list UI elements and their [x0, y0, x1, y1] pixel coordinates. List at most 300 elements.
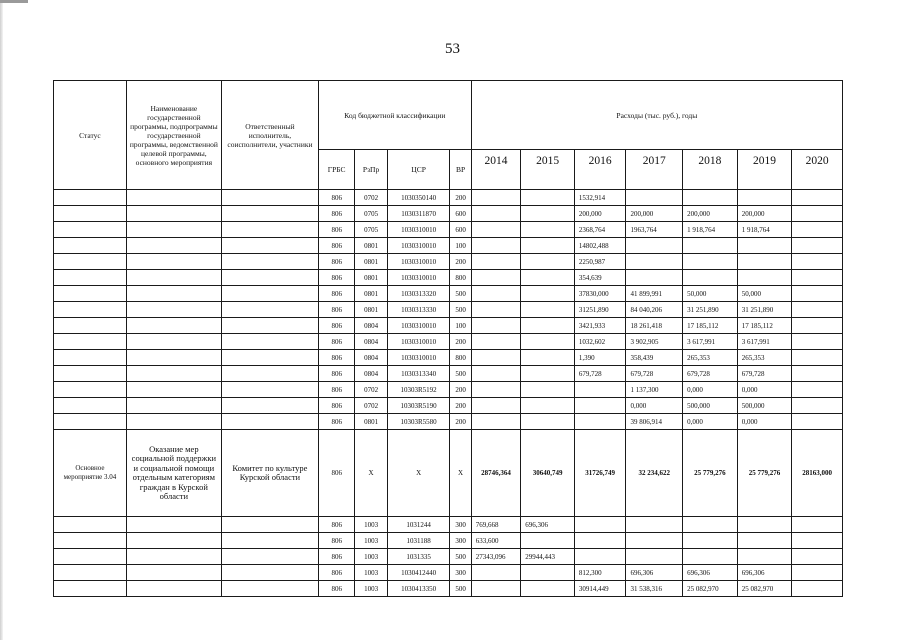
cell-y2016: 200,000 [574, 206, 626, 222]
cell-y2016 [574, 382, 626, 398]
cell-grbs: 806 [318, 334, 354, 350]
status-cell [54, 206, 127, 222]
cell-y2017: 31 538,316 [626, 581, 683, 597]
cell-y2015 [521, 350, 575, 366]
status-cell [54, 549, 127, 565]
cell-y2019: 31 251,890 [737, 302, 792, 318]
cell-y2017: 679,728 [626, 366, 683, 382]
table-row [54, 382, 843, 398]
cell-y2015 [521, 565, 575, 581]
cell-y2014 [471, 222, 521, 238]
cell-rzpr: 0705 [355, 222, 387, 238]
cell-y2020 [792, 206, 843, 222]
cell-y2017 [626, 190, 683, 206]
cell-y2014 [471, 190, 521, 206]
cell-y2019 [737, 190, 792, 206]
cell-y2016: 1032,602 [574, 334, 626, 350]
responsible-cell [221, 414, 318, 430]
cell-grbs: 806 [318, 581, 354, 597]
name-cell [126, 318, 221, 334]
cell-rzpr: 0804 [355, 318, 387, 334]
cell-y2014: 633,600 [471, 533, 521, 549]
cell-y2018: 0,000 [683, 382, 738, 398]
status-cell [54, 350, 127, 366]
cell-y2015 [521, 533, 575, 549]
responsible-cell [221, 318, 318, 334]
cell-y2015 [521, 366, 575, 382]
cell-y2020 [792, 286, 843, 302]
cell-y2018 [683, 533, 738, 549]
cell-csr: 1030310010 [387, 238, 450, 254]
name-cell [126, 254, 221, 270]
cell-grbs: 806 [318, 270, 354, 286]
table-body [54, 190, 843, 597]
cell-vr: 200 [450, 398, 471, 414]
cell-csr: 10303R5190 [387, 398, 450, 414]
cell-y2020 [792, 190, 843, 206]
name-cell [126, 238, 221, 254]
cell-rzpr: 0705 [355, 206, 387, 222]
cell-y2017 [626, 254, 683, 270]
cell-vr: 500 [450, 302, 471, 318]
responsible-cell [221, 565, 318, 581]
cell-y2020 [792, 254, 843, 270]
status-cell [54, 286, 127, 302]
cell-vr: 800 [450, 270, 471, 286]
cell-y2018: 3 617,991 [683, 334, 738, 350]
cell-rzpr: 0801 [355, 238, 387, 254]
cell-vr: 300 [450, 565, 471, 581]
cell-y2018: 31 251,890 [683, 302, 738, 318]
cell-grbs: 806 [318, 206, 354, 222]
responsible-cell [221, 206, 318, 222]
responsible-cell [221, 533, 318, 549]
cell-csr: 1030311870 [387, 206, 450, 222]
cell-y2014 [471, 581, 521, 597]
status-cell [54, 254, 127, 270]
cell-grbs: 806 [318, 286, 354, 302]
cell-vr: 100 [450, 318, 471, 334]
cell-y2020 [792, 414, 843, 430]
cell-y2014 [471, 414, 521, 430]
header-year-2020: 2020 [792, 150, 843, 190]
responsible-cell [221, 549, 318, 565]
cell-y2014 [471, 318, 521, 334]
cell-y2019: 0,000 [737, 414, 792, 430]
responsible-cell [221, 302, 318, 318]
cell-grbs: 806 [318, 533, 354, 549]
responsible-cell [221, 286, 318, 302]
cell-y2019: 3 617,991 [737, 334, 792, 350]
cell-rzpr: 0801 [355, 414, 387, 430]
cell-y2019 [737, 533, 792, 549]
cell-rzpr: 1003 [355, 565, 387, 581]
table-row [54, 565, 843, 581]
status-cell [54, 366, 127, 382]
cell-y2015: 696,306 [521, 517, 575, 533]
header-year-2019: 2019 [737, 150, 792, 190]
main-activity-2014: 28746,364 [471, 430, 521, 517]
name-cell [126, 334, 221, 350]
cell-y2014 [471, 565, 521, 581]
cell-y2014 [471, 286, 521, 302]
header-year-2015: 2015 [521, 150, 575, 190]
main-activity-2017: 32 234,622 [626, 430, 683, 517]
cell-y2020 [792, 581, 843, 597]
responsible-cell [221, 270, 318, 286]
cell-y2014 [471, 366, 521, 382]
cell-y2015 [521, 318, 575, 334]
table-row [54, 366, 843, 382]
cell-grbs: 806 [318, 366, 354, 382]
cell-y2016: 14802,488 [574, 238, 626, 254]
cell-vr: 100 [450, 238, 471, 254]
cell-y2019 [737, 254, 792, 270]
cell-y2019: 200,000 [737, 206, 792, 222]
cell-rzpr: 0702 [355, 398, 387, 414]
table-row [54, 334, 843, 350]
cell-y2016: 30914,449 [574, 581, 626, 597]
cell-y2018: 265,353 [683, 350, 738, 366]
status-cell [54, 581, 127, 597]
cell-rzpr: 0804 [355, 350, 387, 366]
cell-y2020 [792, 565, 843, 581]
cell-y2020 [792, 318, 843, 334]
cell-csr: 1031335 [387, 549, 450, 565]
status-cell [54, 517, 127, 533]
name-cell [126, 222, 221, 238]
cell-y2014 [471, 382, 521, 398]
table-row [54, 350, 843, 366]
cell-y2014 [471, 238, 521, 254]
budget-table [53, 80, 843, 597]
cell-vr: 600 [450, 206, 471, 222]
cell-y2017: 200,000 [626, 206, 683, 222]
cell-vr: 200 [450, 334, 471, 350]
name-cell [126, 549, 221, 565]
cell-y2020 [792, 334, 843, 350]
cell-rzpr: 0801 [355, 270, 387, 286]
cell-y2015 [521, 382, 575, 398]
cell-y2016: 2250,987 [574, 254, 626, 270]
cell-y2016: 31251,890 [574, 302, 626, 318]
cell-y2018: 1 918,764 [683, 222, 738, 238]
cell-y2017 [626, 517, 683, 533]
table-row [54, 414, 843, 430]
main-activity-vr: X [450, 430, 471, 517]
cell-rzpr: 0801 [355, 286, 387, 302]
responsible-cell [221, 190, 318, 206]
cell-y2020 [792, 302, 843, 318]
cell-csr: 1031244 [387, 517, 450, 533]
main-activity-2019: 25 779,276 [737, 430, 792, 517]
cell-csr: 1030413350 [387, 581, 450, 597]
name-cell [126, 565, 221, 581]
cell-grbs: 806 [318, 238, 354, 254]
table-row [54, 270, 843, 286]
cell-y2016 [574, 517, 626, 533]
responsible-cell [221, 382, 318, 398]
cell-y2019: 500,000 [737, 398, 792, 414]
cell-y2018 [683, 549, 738, 565]
cell-y2018: 25 082,970 [683, 581, 738, 597]
cell-csr: 1031188 [387, 533, 450, 549]
cell-y2014 [471, 254, 521, 270]
cell-grbs: 806 [318, 517, 354, 533]
table-row [54, 222, 843, 238]
cell-grbs: 806 [318, 350, 354, 366]
name-cell [126, 270, 221, 286]
cell-y2017: 84 040,206 [626, 302, 683, 318]
cell-rzpr: 0702 [355, 190, 387, 206]
main-activity-row [54, 430, 843, 517]
cell-grbs: 806 [318, 398, 354, 414]
cell-y2017: 3 902,905 [626, 334, 683, 350]
cell-rzpr: 0801 [355, 254, 387, 270]
status-cell [54, 318, 127, 334]
cell-y2018: 500,000 [683, 398, 738, 414]
cell-vr: 500 [450, 549, 471, 565]
cell-grbs: 806 [318, 222, 354, 238]
cell-y2014: 27343,096 [471, 549, 521, 565]
cell-y2017 [626, 270, 683, 286]
cell-y2014 [471, 270, 521, 286]
status-cell [54, 334, 127, 350]
cell-y2018: 696,306 [683, 565, 738, 581]
cell-rzpr: 0801 [355, 302, 387, 318]
cell-y2020 [792, 366, 843, 382]
responsible-cell [221, 254, 318, 270]
cell-y2019 [737, 238, 792, 254]
status-cell [54, 302, 127, 318]
cell-y2019 [737, 270, 792, 286]
main-activity-csr: X [387, 430, 450, 517]
cell-y2015 [521, 238, 575, 254]
responsible-cell [221, 222, 318, 238]
cell-y2018: 0,000 [683, 414, 738, 430]
cell-vr: 500 [450, 366, 471, 382]
cell-csr: 1030313340 [387, 366, 450, 382]
name-cell [126, 190, 221, 206]
status-cell [54, 382, 127, 398]
cell-y2014 [471, 206, 521, 222]
cell-y2016: 37830,000 [574, 286, 626, 302]
cell-y2015 [521, 581, 575, 597]
cell-y2014 [471, 350, 521, 366]
cell-rzpr: 1003 [355, 533, 387, 549]
name-cell [126, 414, 221, 430]
main-activity-2018: 25 779,276 [683, 430, 738, 517]
status-cell [54, 398, 127, 414]
cell-y2014 [471, 398, 521, 414]
cell-csr: 1030313330 [387, 302, 450, 318]
table-row [54, 286, 843, 302]
cell-y2017: 696,306 [626, 565, 683, 581]
cell-y2015 [521, 206, 575, 222]
cell-grbs: 806 [318, 382, 354, 398]
header-program-name: Наименование государственной программы, подпрограммы государственной программы, ведомственной целевой программы, основного мероприятия [126, 81, 221, 190]
header-rzpr: РзПр [355, 150, 387, 190]
scan-corner-mark [0, 0, 28, 3]
cell-y2019: 50,000 [737, 286, 792, 302]
cell-y2014: 769,668 [471, 517, 521, 533]
cell-vr: 500 [450, 286, 471, 302]
cell-y2019 [737, 517, 792, 533]
status-cell [54, 270, 127, 286]
cell-y2016 [574, 549, 626, 565]
header-status: Статус [54, 81, 127, 190]
cell-y2018: 679,728 [683, 366, 738, 382]
cell-rzpr: 1003 [355, 581, 387, 597]
cell-y2019: 265,353 [737, 350, 792, 366]
responsible-cell [221, 350, 318, 366]
cell-y2017: 0,000 [626, 398, 683, 414]
cell-grbs: 806 [318, 302, 354, 318]
name-cell [126, 533, 221, 549]
cell-y2017 [626, 238, 683, 254]
cell-y2015 [521, 270, 575, 286]
cell-y2019: 25 082,970 [737, 581, 792, 597]
header-year-2018: 2018 [683, 150, 738, 190]
table-row [54, 302, 843, 318]
header-budget-code: Код бюджетной классификации [318, 81, 471, 150]
status-cell [54, 565, 127, 581]
cell-y2015 [521, 398, 575, 414]
cell-grbs: 806 [318, 254, 354, 270]
cell-y2020 [792, 382, 843, 398]
cell-rzpr: 1003 [355, 517, 387, 533]
cell-y2020 [792, 549, 843, 565]
table-row [54, 318, 843, 334]
name-cell [126, 350, 221, 366]
cell-y2020 [792, 222, 843, 238]
cell-rzpr: 0804 [355, 334, 387, 350]
cell-csr: 10303R5580 [387, 414, 450, 430]
header-grbs: ГРБС [318, 150, 354, 190]
cell-y2017 [626, 533, 683, 549]
cell-grbs: 806 [318, 318, 354, 334]
header-year-2017: 2017 [626, 150, 683, 190]
name-cell [126, 286, 221, 302]
cell-y2018 [683, 270, 738, 286]
cell-rzpr: 1003 [355, 549, 387, 565]
table-row [54, 254, 843, 270]
name-cell [126, 382, 221, 398]
cell-y2014 [471, 302, 521, 318]
cell-y2015 [521, 190, 575, 206]
cell-grbs: 806 [318, 190, 354, 206]
cell-csr: 1030310010 [387, 222, 450, 238]
responsible-cell [221, 517, 318, 533]
cell-y2020 [792, 238, 843, 254]
cell-y2018 [683, 190, 738, 206]
cell-y2018 [683, 238, 738, 254]
cell-y2018 [683, 517, 738, 533]
main-activity-status: Основное мероприятие 3.04 [54, 430, 127, 517]
cell-vr: 200 [450, 190, 471, 206]
responsible-cell [221, 334, 318, 350]
cell-grbs: 806 [318, 565, 354, 581]
cell-csr: 1030350140 [387, 190, 450, 206]
cell-csr: 1030310010 [387, 350, 450, 366]
cell-y2020 [792, 270, 843, 286]
main-activity-name: Оказание мер социальной поддержки и социальной помощи отдельным категориям граждан в Курской области [126, 430, 221, 517]
cell-y2015 [521, 222, 575, 238]
cell-y2016: 812,300 [574, 565, 626, 581]
cell-y2018: 200,000 [683, 206, 738, 222]
cell-y2015 [521, 334, 575, 350]
header-expenses: Расходы (тыс. руб.), годы [471, 81, 842, 150]
cell-y2018 [683, 254, 738, 270]
table-row [54, 398, 843, 414]
table-row [54, 517, 843, 533]
table-row [54, 581, 843, 597]
cell-csr: 1030412440 [387, 565, 450, 581]
cell-vr: 300 [450, 533, 471, 549]
header-year-2014: 2014 [471, 150, 521, 190]
cell-y2019: 696,306 [737, 565, 792, 581]
cell-vr: 800 [450, 350, 471, 366]
cell-y2016: 3421,933 [574, 318, 626, 334]
table-row [54, 206, 843, 222]
cell-vr: 500 [450, 581, 471, 597]
cell-csr: 1030310010 [387, 334, 450, 350]
name-cell [126, 206, 221, 222]
cell-rzpr: 0702 [355, 382, 387, 398]
cell-y2015 [521, 286, 575, 302]
table-row [54, 533, 843, 549]
cell-y2017: 39 806,914 [626, 414, 683, 430]
name-cell [126, 517, 221, 533]
status-cell [54, 222, 127, 238]
main-activity-2020: 28163,000 [792, 430, 843, 517]
cell-grbs: 806 [318, 549, 354, 565]
cell-y2017: 1963,764 [626, 222, 683, 238]
cell-vr: 200 [450, 414, 471, 430]
cell-rzpr: 0804 [355, 366, 387, 382]
cell-y2016: 1532,914 [574, 190, 626, 206]
status-cell [54, 190, 127, 206]
responsible-cell [221, 366, 318, 382]
cell-vr: 300 [450, 517, 471, 533]
cell-y2015 [521, 254, 575, 270]
scan-edge-shadow [0, 0, 3, 640]
cell-y2014 [471, 334, 521, 350]
cell-y2016: 1,390 [574, 350, 626, 366]
cell-y2017: 41 899,991 [626, 286, 683, 302]
name-cell [126, 366, 221, 382]
header-vr: ВР [450, 150, 471, 190]
cell-y2017 [626, 549, 683, 565]
header-year-2016: 2016 [574, 150, 626, 190]
cell-y2016: 679,728 [574, 366, 626, 382]
cell-y2015: 29944,443 [521, 549, 575, 565]
cell-y2016: 2368,764 [574, 222, 626, 238]
cell-y2017: 18 261,418 [626, 318, 683, 334]
cell-y2017: 358,439 [626, 350, 683, 366]
main-activity-responsible: Комитет по культуре Курской области [221, 430, 318, 517]
table-row [54, 238, 843, 254]
cell-grbs: 806 [318, 414, 354, 430]
page-number: 53 [445, 41, 460, 57]
cell-y2016 [574, 398, 626, 414]
header-csr: ЦСР [387, 150, 450, 190]
cell-vr: 200 [450, 382, 471, 398]
name-cell [126, 581, 221, 597]
cell-y2016 [574, 414, 626, 430]
cell-y2017: 1 137,300 [626, 382, 683, 398]
cell-y2020 [792, 517, 843, 533]
